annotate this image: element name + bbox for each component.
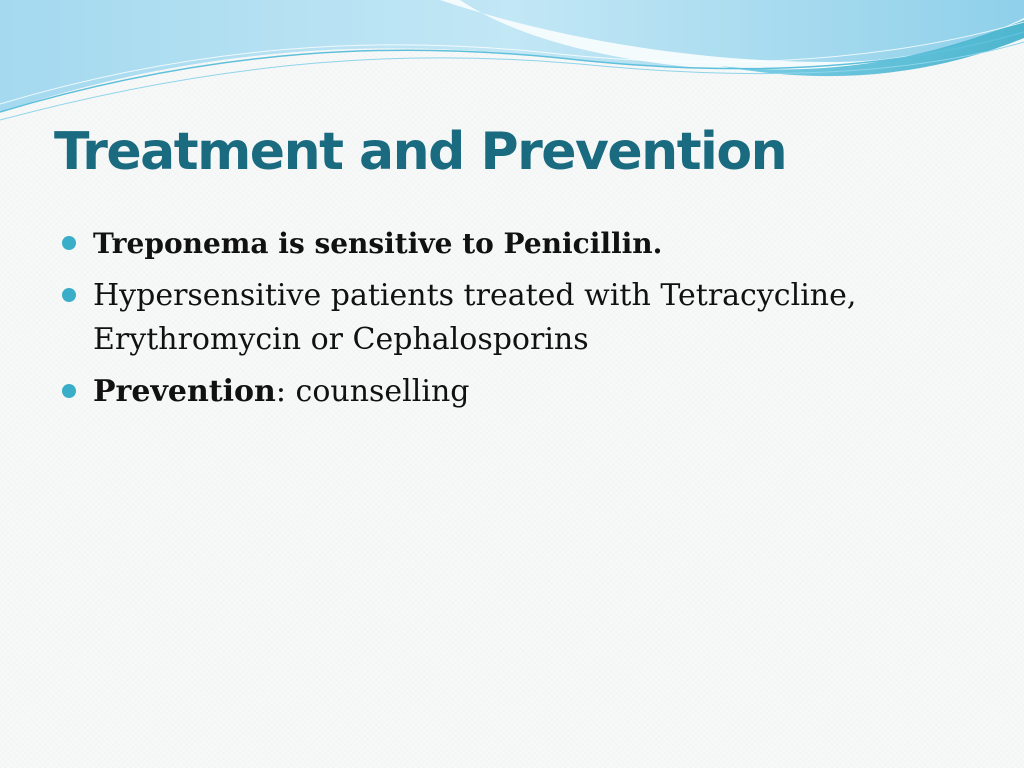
bullet-text: Hypersensitive patients treated with Tetracycline, Erythromycin or Cephalosporins (93, 278, 857, 357)
wave-banner-icon (0, 0, 1024, 130)
slide-title: Treatment and Prevention (54, 122, 787, 182)
bullet-separator: : (275, 374, 296, 409)
wave-light (0, 0, 1024, 112)
bullet-text: counselling (295, 374, 470, 409)
bullet-label: Prevention (93, 374, 276, 409)
filled-circle-icon (62, 384, 76, 398)
bullet-item (62, 370, 942, 414)
bullet-item (62, 274, 942, 362)
filled-circle-icon (62, 236, 76, 250)
filled-circle-icon (62, 288, 76, 302)
bullet-item (62, 222, 942, 266)
bullet-text: Treponema is sensitive to Penicillin. (93, 227, 663, 260)
bullet-list (62, 222, 942, 422)
